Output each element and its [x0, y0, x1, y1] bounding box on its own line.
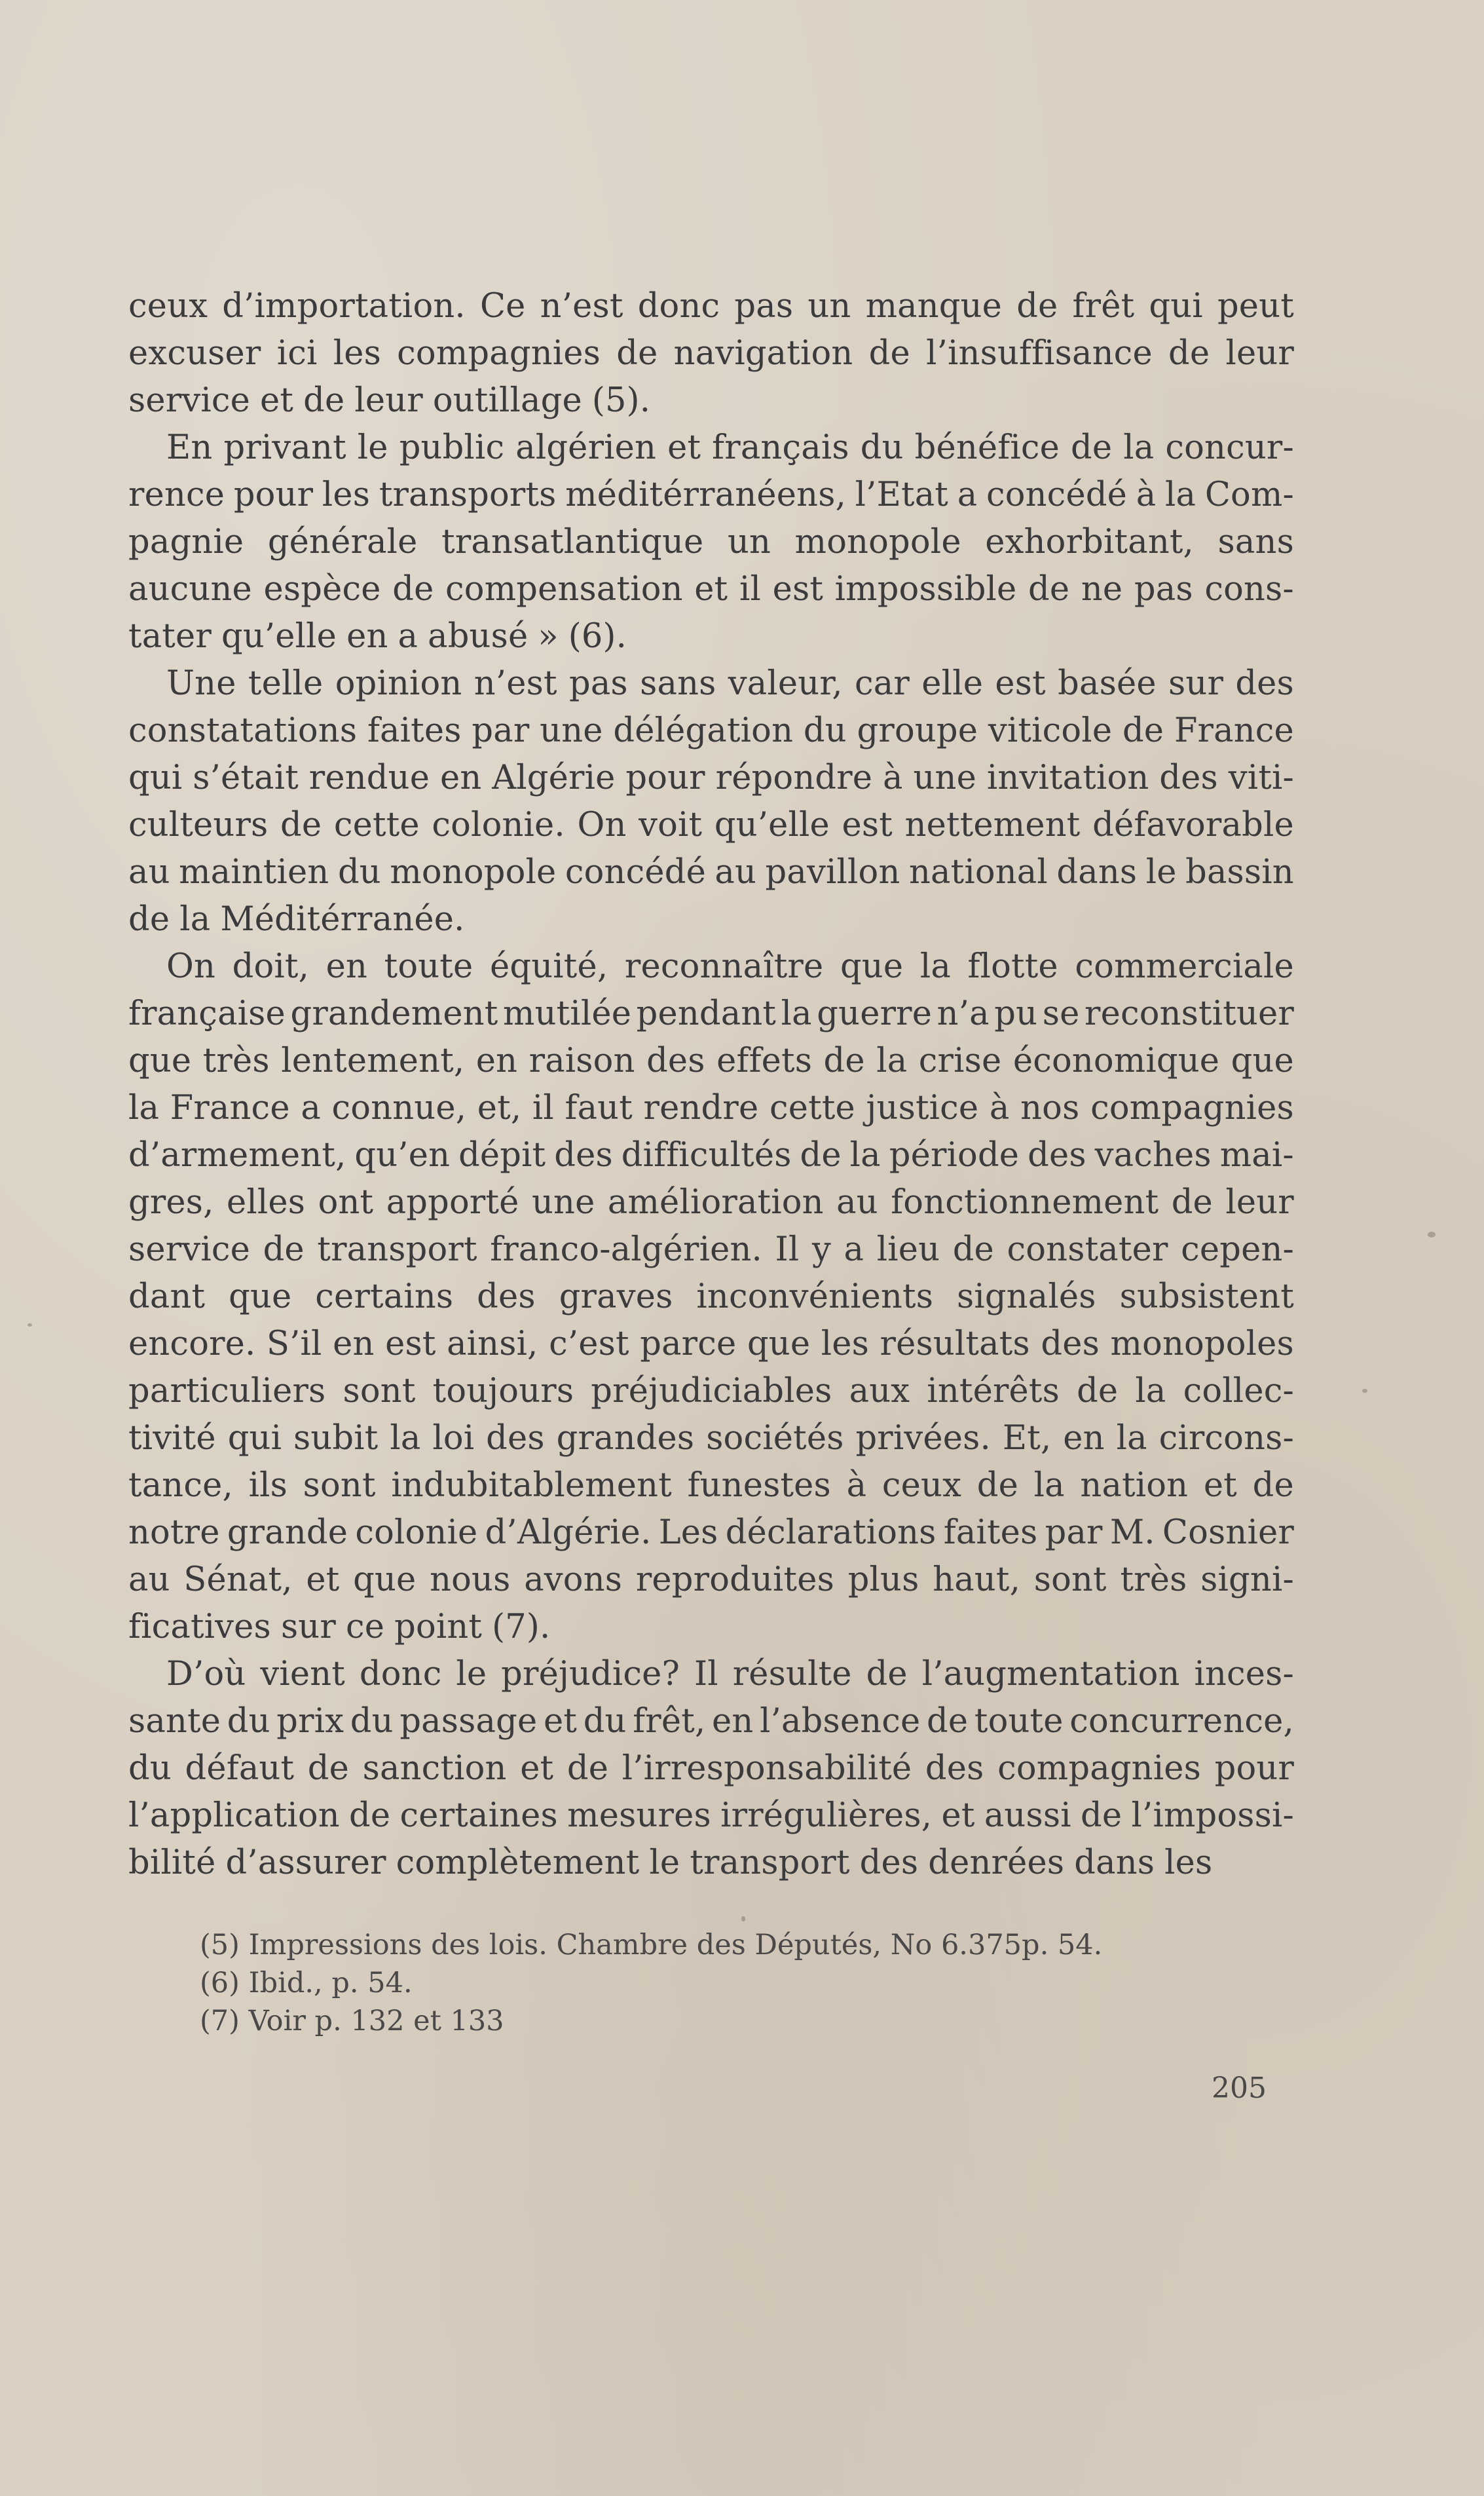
paragraph: [128, 425, 1294, 660]
text-line: notre grande colonie d’Algérie. Les déclarations faites par M. Cosnier: [128, 1513, 1294, 1552]
text-line: tater qu’elle en a abusé » (6).: [128, 617, 627, 656]
text-line: française grandement mutilée pendant la guerre n’a pu se reconstituer: [128, 994, 1294, 1033]
text-line: On doit, en toute équité, reconnaître que la flotte commerciale: [166, 947, 1294, 986]
text-line: particuliers sont toujours préjudiciables aux intérêts de la collec-: [128, 1372, 1294, 1410]
text-line: excuser ici les compagnies de navigation de l’insuffisance de leur: [128, 334, 1294, 373]
text-line: service de transport franco-algérien. Il y a lieu de constater cepen-: [128, 1230, 1294, 1269]
page-number: 205: [1212, 2071, 1267, 2105]
text-line: aucune espèce de compensation et il est impossible de ne pas cons-: [128, 570, 1294, 609]
text-line: de la Méditérranée.: [128, 900, 465, 939]
text-line: que très lentement, en raison des effets de la crise économique que: [128, 1042, 1294, 1080]
text-line: d’armement, qu’en dépit des difficultés de la période des vaches mai-: [128, 1136, 1294, 1175]
paragraph: [128, 283, 1294, 425]
text-line: D’où vient donc le préjudice? Il résulte de l’augmentation inces-: [166, 1655, 1294, 1693]
text-line: rence pour les transports méditérranéens, l’Etat a concédé à la Com-: [128, 476, 1294, 514]
text-line: tivité qui subit la loi des grandes sociétés privées. Et, en la circons-: [128, 1419, 1294, 1458]
body-text: [128, 283, 1294, 1887]
text-line: au Sénat, et que nous avons reproduites plus haut, sont très signi-: [128, 1560, 1294, 1599]
paper-speck: [28, 1323, 32, 1327]
paper-speck: [1362, 1389, 1367, 1393]
text-line: bilité d’assurer complètement le transport des denrées dans les: [128, 1844, 1213, 1882]
text-line: ficatives sur ce point (7).: [128, 1608, 551, 1646]
footnotes: [200, 1926, 1248, 2040]
paragraph: [128, 943, 1294, 1651]
text-line: qui s’était rendue en Algérie pour répondre à une invitation des viti-: [128, 759, 1294, 797]
text-line: tance, ils sont indubitablement funestes à ceux de la nation et de: [128, 1466, 1294, 1505]
text-line: encore. S’il en est ainsi, c’est parce que les résultats des monopoles: [128, 1325, 1294, 1363]
paper-speck: [741, 1916, 745, 1921]
footnote-7: (7) Voir p. 132 et 133: [200, 2005, 504, 2037]
text-line: sante du prix du passage et du frêt, en l’absence de toute concurrence,: [128, 1702, 1294, 1741]
text-line: Une telle opinion n’est pas sans valeur, car elle est basée sur des: [166, 664, 1294, 703]
text-line: au maintien du monopole concédé au pavillon national dans le bassin: [128, 853, 1294, 892]
text-line: la France a connue, et, il faut rendre cette justice à nos compagnies: [128, 1089, 1294, 1127]
paragraph: [128, 1651, 1294, 1887]
text-line: En privant le public algérien et français du bénéfice de la concur-: [166, 428, 1294, 467]
footnote-5: (5) Impressions des lois. Chambre des Députés, No 6.375p. 54.: [200, 1929, 1103, 1961]
text-line: pagnie générale transatlantique un monopole exhorbitant, sans: [128, 523, 1294, 561]
footnote-6: (6) Ibid., p. 54.: [200, 1967, 413, 1999]
text-line: ceux d’importation. Ce n’est donc pas un manque de frêt qui peut: [128, 287, 1294, 326]
text-line: service et de leur outillage (5).: [128, 381, 651, 420]
paper-speck: [1428, 1232, 1436, 1238]
text-line: dant que certains des graves inconvénients signalés subsistent: [128, 1277, 1294, 1316]
text-line: culteurs de cette colonie. On voit qu’elle est nettement défavorable: [128, 806, 1294, 844]
text-line: gres, elles ont apporté une amélioration au fonctionnement de leur: [128, 1183, 1294, 1222]
text-line: du défaut de sanction et de l’irresponsabilité des compagnies pour: [128, 1749, 1294, 1788]
paragraph: [128, 660, 1294, 943]
text-line: constatations faites par une délégation du groupe viticole de France: [128, 711, 1294, 750]
text-line: l’application de certaines mesures irrégulières, et aussi de l’impossi-: [128, 1796, 1294, 1835]
